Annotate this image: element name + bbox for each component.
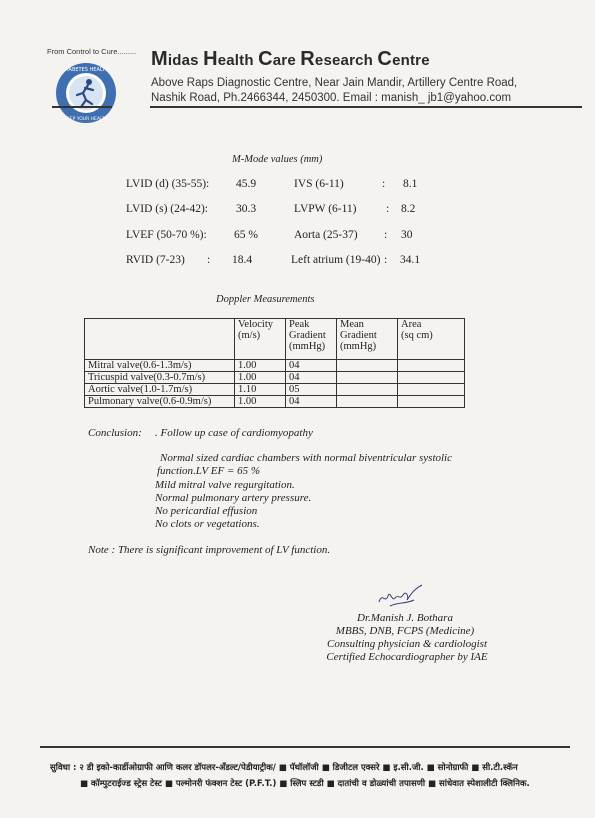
table-cell (337, 360, 398, 372)
footer-services-line-2: ■ कॉम्पुटराईज्ड स्ट्रेस टेस्ट ■ पल्मोनरी फंक्शन टेस्ट (P.F.T.) ■ स्लिप स्टडी ■ दातांची व डोळ्यांची तपासणी ■ सांधेवात स्पेशालीटी क्लिनिक. (80, 779, 530, 789)
mmode-right-label: Left atrium (19-40) (291, 254, 381, 266)
table-cell (398, 396, 465, 408)
mmode-left-label: LVID (s) (24-42): (126, 203, 208, 215)
table-header-cell: Area (sq cm) (398, 319, 465, 360)
doctor-name: Dr.Manish J. Bothara (357, 612, 453, 624)
organization-name: Midas Health Care Research Centre (151, 48, 430, 70)
table-row (85, 372, 465, 384)
address-line-2: Nashik Road, Ph.2466344, 2450300. Email : manish_ jb1@yahoo.com (151, 92, 512, 104)
table-header-cell: Velocity (m/s) (235, 319, 286, 360)
mmode-right-sep: : (382, 178, 386, 190)
table-header-cell: Peak Gradient (mmHg) (286, 319, 337, 360)
table-cell: Pulmonary valve(0.6-0.9m/s) (85, 396, 235, 408)
table-header-cell (85, 319, 235, 360)
table-row (85, 396, 465, 408)
note: Note : There is significant improvement of LV function. (88, 544, 331, 556)
mmode-right-value: 34.1 (400, 254, 421, 266)
table-cell: 05 (286, 384, 337, 396)
conclusion-label: Conclusion: (88, 427, 142, 439)
table-header-cell: Mean Gradient (mmHg) (337, 319, 398, 360)
header-divider-left (52, 106, 112, 108)
mmode-left-value: 45.9 (236, 178, 257, 190)
table-cell: Aortic valve(1.0-1.7m/s) (85, 384, 235, 396)
mmode-left-value: 30.3 (236, 203, 257, 215)
mmode-left-label: LVEF (50-70 %): (126, 229, 207, 241)
conclusion-line: No pericardial effusion (155, 505, 258, 517)
table-cell (398, 360, 465, 372)
table-cell (337, 372, 398, 384)
svg-text:KEEP YOUR HEALTH: KEEP YOUR HEALTH (63, 117, 109, 122)
mmode-left-label: RVID (7-23) (126, 254, 185, 266)
mmode-right-value: 8.1 (403, 178, 418, 190)
mmode-right-label: LVPW (6-11) (294, 203, 357, 215)
mmode-title: M-Mode values (mm) (232, 154, 323, 165)
doctor-role: Consulting physician & cardiologist (326, 638, 487, 650)
mmode-right-sep: : (384, 229, 388, 241)
conclusion-first-line: . Follow up case of cardiomyopathy (155, 427, 313, 439)
table-cell (337, 396, 398, 408)
table-cell: Tricuspid valve(0.3-0.7m/s) (85, 372, 235, 384)
conclusion-line: function.LV EF = 65 % (157, 465, 261, 477)
table-row (85, 384, 465, 396)
mmode-right-label: Aorta (25-37) (294, 229, 358, 241)
address-line-1: Above Raps Diagnostic Centre, Near Jain Mandir, Artillery Centre Road, (151, 77, 518, 89)
table-cell: 04 (286, 396, 337, 408)
table-cell (398, 384, 465, 396)
table-row (85, 360, 465, 372)
table-cell: 1.10 (235, 384, 286, 396)
table-cell: 1.00 (235, 372, 286, 384)
doctor-degrees: MBBS, DNB, FCPS (Medicine) (335, 625, 475, 637)
footer-services-line-1: सुविधा : २ डी इको-कार्डीओग्राफी आणि कलर डॉपलर-अँडल्ट/पेडीयाट्रीक/ ■ पॅथॉलॉजी ■ डिजीटल एक्सरे ■ इ.सी.जी. ■ सोनोग्राफी ■ सी.टी.स्कॅन (50, 763, 518, 773)
handwritten-signature-icon (376, 582, 426, 610)
conclusion-line: Normal pulmonary artery pressure. (155, 492, 312, 504)
footer-divider (40, 746, 570, 748)
tagline: From Control to Cure......... (47, 47, 137, 56)
mmode-right-value: 30 (401, 229, 413, 241)
table-cell: Mitral valve(0.6-1.3m/s) (85, 360, 235, 372)
doctor-certification: Certified Echocardiographer by IAE (326, 651, 488, 663)
table-cell: 04 (286, 372, 337, 384)
svg-text:DIABETES HEALTH: DIABETES HEALTH (63, 67, 109, 73)
mmode-left-label: LVID (d) (35-55): (126, 178, 210, 190)
mmode-left-value: 65 % (234, 229, 258, 241)
table-cell: 1.00 (235, 360, 286, 372)
table-header-row (85, 319, 465, 360)
mmode-right-sep: : (386, 203, 390, 215)
doppler-title: Doppler Measurements (216, 294, 315, 305)
conclusion-line: No clots or vegetations. (155, 518, 260, 530)
header-divider (150, 106, 582, 108)
table-cell (337, 384, 398, 396)
mmode-right-value: 8.2 (401, 203, 416, 215)
diabetes-health-logo-icon (55, 62, 117, 124)
mmode-right-sep: : (384, 254, 388, 266)
table-cell (398, 372, 465, 384)
table-cell: 1.00 (235, 396, 286, 408)
conclusion-line: Mild mitral valve regurgitation. (155, 479, 295, 491)
mmode-left-sep: : (207, 254, 211, 266)
table-cell: 04 (286, 360, 337, 372)
conclusion-line: Normal sized cardiac chambers with normal biventricular systolic (160, 452, 452, 464)
mmode-left-value: 18.4 (232, 254, 253, 266)
doppler-table (84, 318, 465, 408)
mmode-right-label: IVS (6-11) (294, 178, 344, 190)
